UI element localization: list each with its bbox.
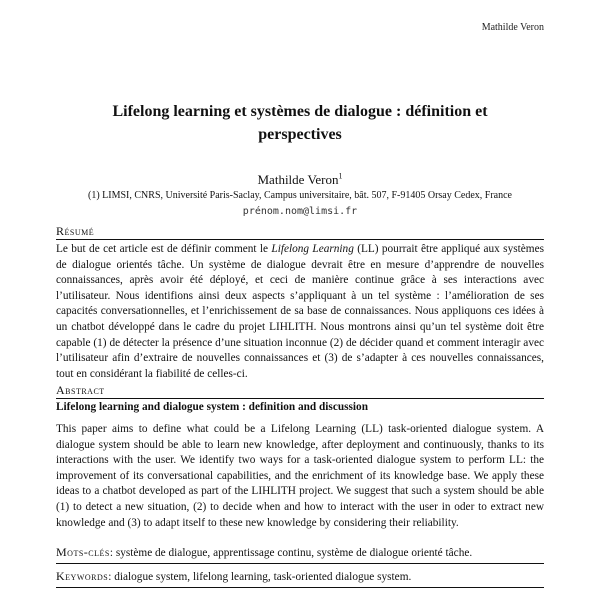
mots-cles-line [56,544,544,564]
author-line [0,172,600,188]
keywords-text: dialogue system, lifelong learning, task-oriented dialogue system. [114,571,412,583]
resume-body [56,242,544,382]
resume-text-emphasis: Lifelong Learning [271,243,354,255]
mots-cles-text: système de dialogue, apprentissage continu, système de dialogue orienté tâche. [115,547,473,559]
resume-heading [56,224,544,240]
mots-cles-label: Mots-clés [56,545,110,559]
keywords-label: Keywords [56,569,109,583]
abstract-heading-label: Abstract [56,383,105,397]
resume-text-before: Le but de cet article est de définir comment le [56,243,272,255]
paper-title: Lifelong learning et systèmes de dialogue : définition et perspectives [112,103,488,143]
author-name: Mathilde Veron [257,172,339,187]
author-affiliation: (1) LIMSI, CNRS, Université Paris-Saclay, Campus universitaire, bât. 507, F-91405 Orsay Cedex, France [88,190,512,201]
author-affiliation-mark: 1 [338,171,343,181]
keywords-colon: : [108,571,115,583]
abstract-subtitle: Lifelong learning and dialogue system : definition and discussion [56,401,368,413]
abstract-body: This paper aims to define what could be a Lifelong Learning (LL) task-oriented dialogue system. A dialogue system should be able to learn new knowledge, after deployment and continuously, thanks to its interactions with the user. We identify two ways for a task-oriented dialogue system to perform LL: the improvement of its conversational capabilities, and the enrichment of its knowledge base. We apply these ideas to a chatbot developed as part of the LIHLITH project. We suggest that such a system should be able (1) to detect a new situation, (2) to decide when and how to interact with the user in oder to extract new knowledge and (3) to adapt itself to these new knowledge by considering their reliability. [56,423,544,529]
resume-heading-label: Résumé [56,224,95,238]
resume-text-after: (LL) pourrait être appliqué aux systèmes de dialogue orientés tâche. Un système de dialogue devrait être en mesure d’apprendre de nouvelles connaissances, après avoir été déployé, et ceci de manière continue grâce à ses interactions avec l’utilisateur. Nous identifions ainsi deux aspects s’appliquant à un tel système : l’amélioration de ses capacités conversationnelles, et l’enrichissement de sa base de connaissances. Nous appliquons ces idées à un chatbot développé dans le cadre du projet LIHLITH. Nous montrons ainsi qu’un tel système doit être capable (1) de détecter la présence d’une situation inconnue (2) de décider quand et comment interagir avec l’utilisateur afin d’extraire de nouvelles connaissances et (3) de s’adapter à ces nouvelles connaissances, tout en considérant la fiabilité de celles-ci. [56,243,544,380]
author-email: prénom.nom@limsi.fr [242,206,358,217]
mots-cles-colon: : [109,547,116,559]
abstract-heading [56,383,544,399]
keywords-line [56,568,544,588]
running-head: Mathilde Veron [481,22,544,33]
